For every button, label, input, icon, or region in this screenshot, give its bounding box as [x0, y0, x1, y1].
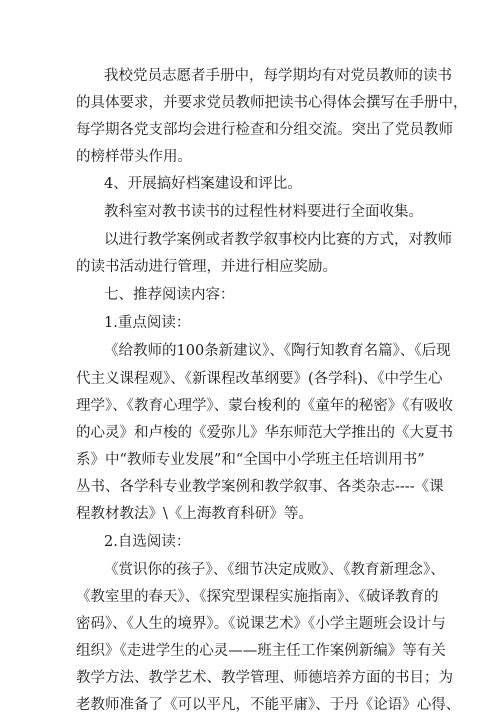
paragraph-line: 的读书活动进行管理，并进行相应奖励。 [76, 259, 337, 275]
section-heading: 4、开展搞好档案建设和评比。 [104, 176, 302, 192]
paragraph-line: 我校党员志愿者手册中，每学期均有对党员教师的读书 [104, 68, 452, 84]
paragraph-line: 密码》、《人生的境界》。《说课艺术》《小学主题班会设计与 [76, 616, 446, 632]
paragraph-line: 理学》、《教育心理学》、蒙台梭利的《童年的秘密》《有吸收 [76, 398, 453, 414]
paragraph-line: 丛书、各学科专业教学案例和教学叙事、各类杂志----《课 [76, 479, 444, 495]
subsection-heading: 2.自选阅读： [104, 534, 191, 550]
paragraph-line: 的具体要求，并要求党员教师把读书心得体会撰写在手册中， [76, 95, 468, 111]
subsection-heading: 1.重点阅读： [104, 315, 191, 331]
paragraph-line: 组织》《走进学生的心灵——班主任工作案例新编》等有关 [76, 643, 446, 659]
paragraph-line: 教科室对教书读书的过程性材料要进行全面收集。 [104, 204, 423, 220]
paragraph-line: 代主义课程观》、《新课程改革纲要》(各学科)、《中学生心 [76, 371, 443, 387]
paragraph-line: 《教室里的春天》、《探究型课程实施指南》、《破译教育的 [76, 589, 439, 605]
paragraph-line: 教学方法、教学艺术、教学管理、师德培养方面的书目；为 [76, 670, 453, 686]
paragraph-line: 以进行教学案例或者教学叙事校内比赛的方式，对教师 [104, 232, 452, 248]
paragraph-line: 老教师准备了《可以平凡，不能平庸》、于丹《论语》心得、 [76, 697, 461, 713]
paragraph-line: 每学期各党支部均会进行检查和分组交流。突出了党员教师 [76, 122, 453, 138]
paragraph-line: 系》中“教师专业发展”和“全国中小学班主任培训用书” [76, 452, 425, 468]
paragraph-line: 《给教师的100条新建议》、《陶行知教育名篇》、《后现 [104, 343, 451, 359]
paragraph-line: 的榜样带头作用。 [76, 149, 192, 165]
paragraph-line: 的心灵》和卢梭的《爱弥儿》华东师范大学推出的《大夏书 [76, 425, 453, 441]
section-heading: 七、推荐阅读内容： [104, 287, 235, 303]
paragraph-line: 《赏识你的孩子》、《细节决定成败》、《教育新理念》、 [104, 562, 445, 578]
paragraph-line: 程教材教法》\《上海教育科研》等。 [76, 506, 313, 522]
